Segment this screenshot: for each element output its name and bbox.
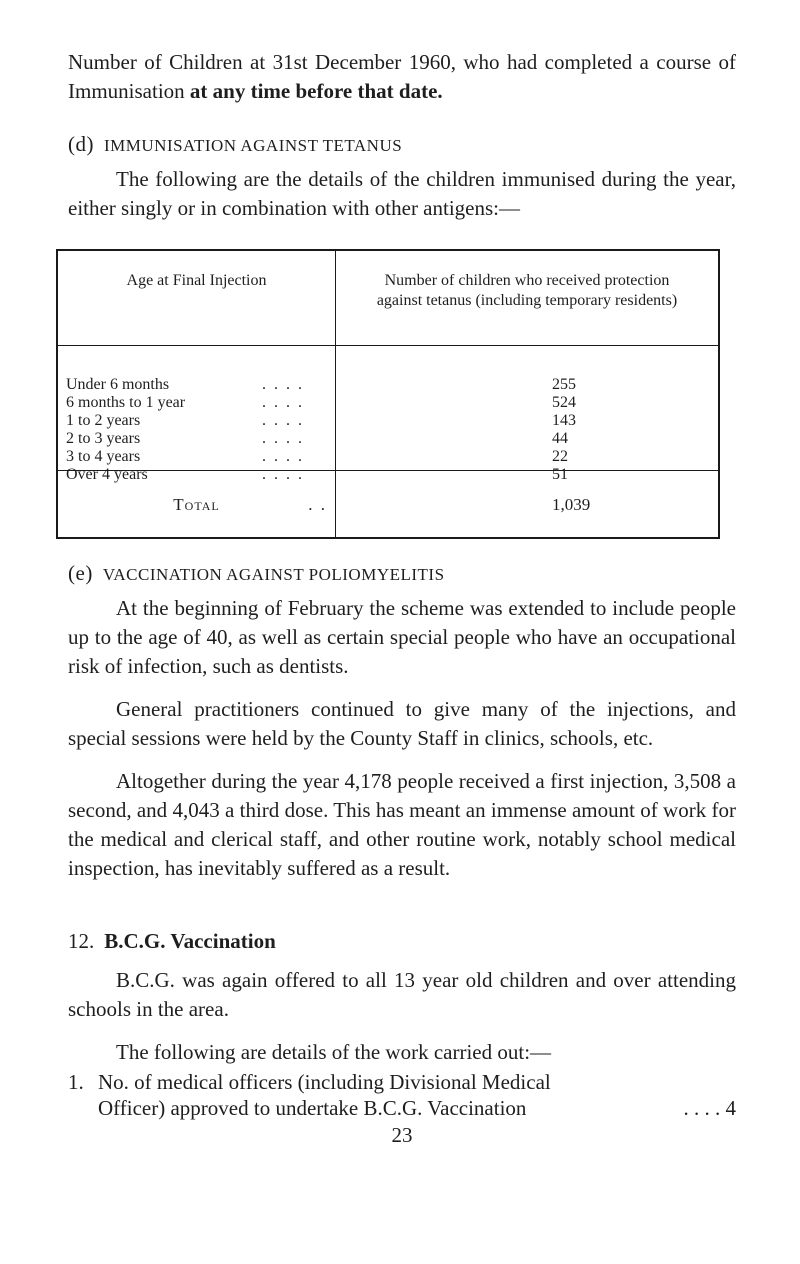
list-item-text: [98, 1069, 736, 1121]
table-row-count: 524: [552, 394, 576, 411]
table-header-row: [58, 251, 718, 346]
header-count: Number of children who received protection against tetanus (including temporary residents): [376, 272, 678, 309]
section-12-paragraph-1: B.C.G. was again offered to all 13 year old children and over attending schools in the area.: [68, 968, 736, 1021]
tetanus-table: [56, 249, 720, 539]
table-row-age: Over 4 years . . . .: [66, 466, 304, 483]
total-value: 1,039: [552, 495, 591, 514]
table-row-age: 6 months to 1 year . . . .: [66, 394, 304, 411]
table-row-age: 1 to 2 years . . . .: [66, 412, 304, 429]
section-e-paragraph-1: At the beginning of February the scheme was extended to include people up to the age of 40, as well as certain special people who have an occupational risk of infection, such as dentists.: [68, 596, 736, 678]
section-e-heading: [68, 561, 736, 586]
table-row-count: 22: [552, 448, 568, 465]
table-row-count: 51: [552, 466, 568, 483]
section-12-paragraph-2: The following are details of the work carried out:—: [116, 1040, 552, 1064]
section-e-title: VACCINATION AGAINST POLIOMYELITIS: [102, 565, 445, 584]
section-e-paragraph-2: General practitioners continued to give many of the injections, and special sessions were held by the County Staff in clinics, schools, etc.: [68, 697, 736, 750]
list-item-tail: [684, 1095, 737, 1121]
list-item-number: 1.: [68, 1070, 84, 1094]
intro-text: Number of Children at 31st December 1960, who had completed a course of Immunisation: [68, 50, 736, 103]
table-row-age: 3 to 4 years . . . .: [66, 448, 304, 465]
page-number: 23: [391, 1123, 413, 1147]
list-item-value: 4: [725, 1096, 736, 1120]
section-d-title: IMMUNISATION AGAINST TETANUS: [104, 136, 403, 155]
table-body: [58, 346, 718, 483]
section-d-heading: [68, 132, 736, 157]
table-row-count: 143: [552, 412, 576, 429]
list-item-line-1: No. of medical officers (including Divisional Medical: [98, 1070, 551, 1094]
section-12-heading: [68, 927, 736, 956]
intro-bold-tail: at any time before that date.: [189, 79, 443, 103]
total-leader: . .: [308, 495, 327, 514]
table-total-row: [58, 471, 718, 537]
document-page: [68, 48, 736, 1148]
section-12-number: 12.: [68, 929, 95, 953]
header-age: Age at Final Injection: [58, 251, 336, 345]
total-label: Total: [173, 495, 220, 514]
list-item: [68, 1069, 736, 1121]
section-d-letter: (d): [68, 132, 94, 156]
list-item-leader: . . . .: [683, 1096, 721, 1120]
list-item-line-2: Officer) approved to undertake B.C.G. Vaccination: [98, 1096, 527, 1120]
age-column: [58, 346, 336, 483]
list-item-line-2-row: [98, 1095, 736, 1121]
section-d-paragraph: The following are the details of the children immunised during the year, either singly or in combination with other antigens:—: [68, 167, 736, 220]
section-12-title: B.C.G. Vaccination: [104, 929, 276, 953]
section-e-letter: (e): [68, 561, 93, 585]
section-e-paragraph-3: Altogether during the year 4,178 people received a first injection, 3,508 a second, and 4,043 a third dose. This has meant an immense amount of work for the medical and clerical staff, and other routine work, notably school medical inspection, has inevitably suffered as a result.: [68, 769, 736, 880]
total-label-cell: [58, 471, 336, 537]
count-column: [336, 346, 718, 483]
table-row-age: Under 6 months . . . .: [66, 376, 304, 393]
table-row-count: 255: [552, 376, 576, 393]
table-row-age: 2 to 3 years . . . .: [66, 430, 304, 447]
table-row-count: 44: [552, 430, 568, 447]
intro-paragraph: [68, 48, 736, 106]
